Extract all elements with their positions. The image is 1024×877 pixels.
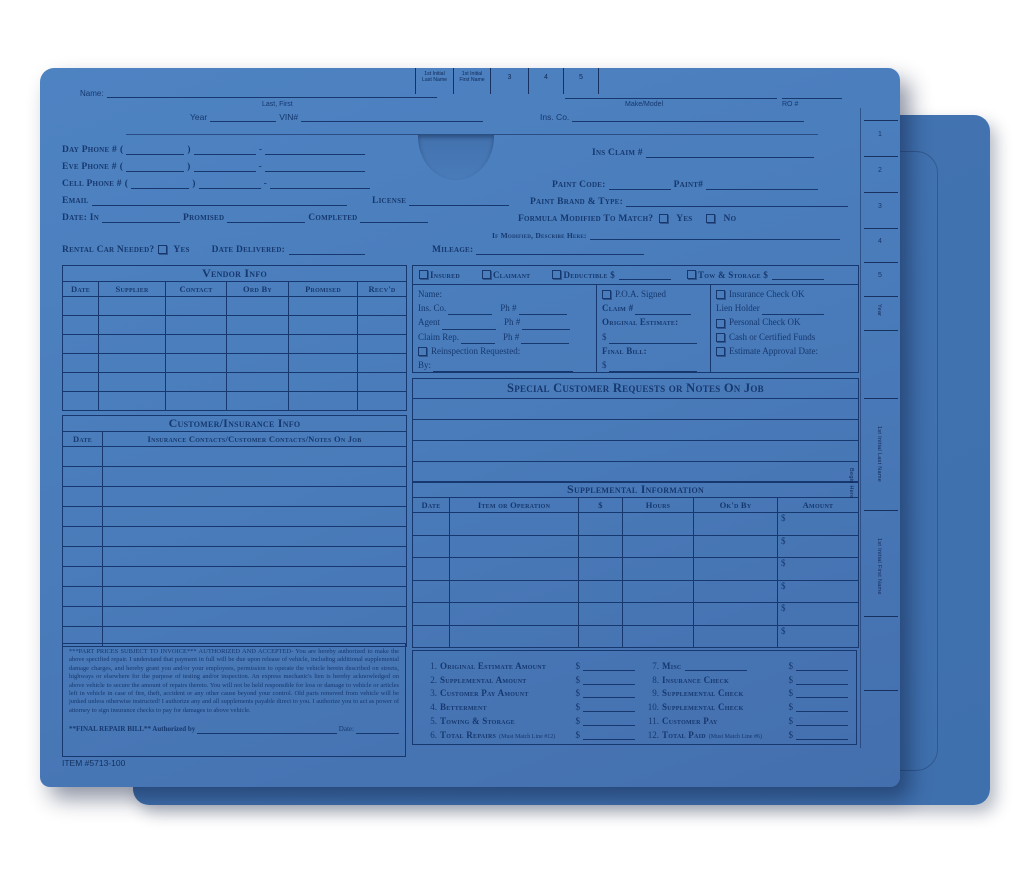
formula-no-label: No xyxy=(723,214,737,224)
total-line-12: Total Paid xyxy=(662,729,706,740)
estimate-approval-checkbox xyxy=(716,347,725,356)
year-blank xyxy=(210,112,276,122)
day-prefix-blank xyxy=(194,145,256,155)
total-line-11: Customer Pay xyxy=(662,715,718,726)
customer-row xyxy=(63,447,406,467)
total-blank xyxy=(583,675,635,685)
poa-label: P.O.A. Signed xyxy=(615,288,667,299)
formula-no-checkbox xyxy=(706,214,715,223)
insurance-panel xyxy=(412,265,859,373)
name-blank xyxy=(107,88,437,98)
legal-paragraph: ***PART PRICES SUBJECT TO INVOICE*** AUTHORIZED AND ACCEPTED- You are hereby authorized to make the above specified repair. I understand that payment in full will be due upon release of vehicle, including additional supplemental damage charges, and hereby grant you and/or your employees, permission to operate the vehicle herein described on streets, highways or elsewhere for the purpose of testing and/or inspection. An express mechanic's lien is hereby acknowledged on above vehicle to secure the amount of repairs thereto. You will not be held responsible for loss or damage to vehicle or articles left in vehicle in case of fire, theft, accident or any other cause beyond your control. Old parts removed from vehicle will be junked unless otherwise instructed! I authorize any and all supplements payable direct to you. I authorize you to act as power of attorney to sign insurance checks to pay for damages to above vehicle. xyxy=(69,648,399,714)
license-blank xyxy=(409,196,509,206)
side-tab-1: 1 xyxy=(878,131,882,138)
cash-certified-label: Cash or Certified Funds xyxy=(729,331,816,342)
customer-row xyxy=(63,567,406,587)
ins-ph1-blank xyxy=(519,305,567,315)
special-requests-title: Special Customer Requests or Notes On Job xyxy=(413,379,858,399)
side-tab-line xyxy=(864,296,898,297)
cell-prefix-blank xyxy=(199,179,261,189)
vendor-row xyxy=(63,316,406,335)
side-tab-line xyxy=(864,690,898,691)
vendor-row xyxy=(63,297,406,316)
ins-claim-blank xyxy=(646,148,814,158)
supplemental-table xyxy=(412,481,859,648)
describe-label: If Modified, Describe Here: xyxy=(492,231,587,240)
ins-co-blank xyxy=(448,305,492,315)
cell-area-blank xyxy=(131,179,189,189)
total-line-1: Original Estimate Amount xyxy=(440,660,547,671)
supplemental-row xyxy=(413,536,858,559)
total-line-5: Towing & Storage xyxy=(440,715,515,726)
paint-brand-blank xyxy=(626,197,848,207)
describe-blank xyxy=(590,232,840,240)
vendor-row xyxy=(63,392,406,410)
total-blank xyxy=(796,702,848,712)
promised-label: Promised xyxy=(183,213,225,223)
special-requests-panel xyxy=(412,378,859,483)
total-line-4: Betterment xyxy=(440,702,487,713)
ins-co-label: Ins. Co. xyxy=(540,112,570,122)
vendor-info-title: Vendor Info xyxy=(63,266,406,282)
special-requests-lines xyxy=(413,399,858,482)
misc-blank xyxy=(685,661,747,671)
side-tab-line xyxy=(864,398,898,399)
eve-phone-label: Eve Phone # xyxy=(62,162,117,172)
begin-here-label: Begin Here xyxy=(848,468,854,499)
vendor-col-recvd: Recv'd xyxy=(368,284,396,294)
supp-col-amount: Amount xyxy=(802,500,834,510)
vendor-col-date: Date xyxy=(63,282,99,296)
deductible-checkbox xyxy=(552,270,561,279)
date-in-blank xyxy=(102,213,180,223)
item-number: ITEM #5713-100 xyxy=(62,758,126,768)
total-blank xyxy=(583,730,635,740)
date-in-label: Date: In xyxy=(62,213,100,223)
make-model-label: Make/Model xyxy=(625,101,664,108)
side-tab-line xyxy=(864,330,898,331)
customer-row xyxy=(63,587,406,607)
eve-prefix-blank xyxy=(194,162,256,172)
total-line-9: Supplemental Check xyxy=(662,688,744,699)
final-bill-blank xyxy=(609,362,697,372)
email-label: Email xyxy=(62,196,89,206)
blank-line xyxy=(413,462,858,482)
top-tab-4: 4 xyxy=(544,74,548,81)
total-line-10: Supplemental Check xyxy=(662,702,744,713)
personal-check-ok-checkbox xyxy=(716,319,725,328)
email-blank xyxy=(92,196,347,206)
claimant-checkbox xyxy=(482,270,491,279)
final-bill-label: Final Bill: xyxy=(602,345,647,356)
formula-yes-checkbox xyxy=(659,214,668,223)
orig-est-dollar: $ xyxy=(602,331,607,342)
amount-dollar-sign: $ xyxy=(781,625,786,636)
supp-col-okd: Ok'd By xyxy=(694,498,778,512)
vendor-col-contact: Contact xyxy=(166,282,227,296)
cell-number-blank xyxy=(270,179,370,189)
side-tab-line xyxy=(864,228,898,229)
total-blank xyxy=(583,716,635,726)
date-delivered-blank xyxy=(289,245,365,255)
side-tab-line xyxy=(864,510,898,511)
ins-ph2-label: Ph # xyxy=(504,317,521,328)
side-tab-line xyxy=(864,120,898,121)
paint-num-label: Paint# xyxy=(673,180,704,190)
ins-ph1-label: Ph # xyxy=(500,303,517,314)
insurance-contact-column xyxy=(413,285,597,372)
ins-claim-label: Ins Claim # xyxy=(592,148,643,158)
vendor-col-promised: Promised xyxy=(289,282,358,296)
blank-line xyxy=(413,441,858,462)
vendor-col-supplier: Supplier xyxy=(99,282,166,296)
ro-blank xyxy=(782,89,842,99)
ins-co-blank xyxy=(572,112,804,122)
rental-label: Rental Car Needed? xyxy=(62,245,155,255)
by-label: By: xyxy=(418,359,432,370)
tow-label: Tow & Storage $ xyxy=(698,270,769,280)
rental-yes-checkbox xyxy=(158,245,167,254)
paint-code-label: Paint Code: xyxy=(552,180,606,190)
claim-rep-label: Claim Rep. xyxy=(418,331,459,342)
customer-row xyxy=(63,607,406,627)
customer-row xyxy=(63,527,406,547)
claim-no-blank xyxy=(635,305,691,315)
customer-row xyxy=(63,507,406,527)
last-first-label: Last, First xyxy=(262,101,293,108)
side-tab-initial-last: 1st Initial Last Name xyxy=(876,426,882,483)
completed-label: Completed xyxy=(308,213,358,223)
claim-no-label: Claim # xyxy=(602,303,634,314)
eve-area-blank xyxy=(126,162,184,172)
ins-ph3-blank xyxy=(521,334,569,344)
ins-co-label: Ins. Co. xyxy=(418,303,447,314)
supplemental-row xyxy=(413,603,858,626)
formula-yes-label: Yes xyxy=(676,214,693,224)
tow-blank xyxy=(772,270,824,280)
paint-num-blank xyxy=(706,180,818,190)
side-tab-year: Year xyxy=(876,304,882,317)
agent-blank xyxy=(442,320,496,330)
ins-name-label: Name: xyxy=(418,288,442,299)
completed-blank xyxy=(360,213,428,223)
paint-code-blank xyxy=(609,180,671,190)
supp-col-dollar: $ xyxy=(579,498,623,512)
side-tab-5: 5 xyxy=(878,272,882,279)
front-folder: 1st Initial Last Name 1st Initial First Name 3 4 5 Name: Last, First Make/Model RO # Year VIN# Ins. Co. Day Phone # ( ) - Eve Phone # ( ) - Cell Phone # ( ) - Email License Date: In Promised Completed Ins Claim # Paint Code: Paint# Paint Brand & Type: Formula Modified To Match? Yes No If Modified, Describe Here: Rental Car Needed? Yes Date Delivered: Mileage: Vendor Info Date Supplier Contact Ord By Promised Recv'd Customer/Insurance Info Date Insurance Contacts/Customer Contacts/Notes On Job ***PART PRICES SUBJECT TO INVOICE*** AUTHORIZED AND ACCEPTED- You are hereby authorized to make the above specified repair. I understand that payment in full will be due upon release of vehicle, including additional supplemental damage charges, and hereby grant you and/or your employees, permission to operate the vehicle herein described on streets, highways or elsewhere for the purpose of testing and/or inspection. An express mechanic's lien is hereby acknowledged on above vehicle to secure the amount of repairs thereto. You will not be held responsible for loss or damage to vehicle or articles left in vehicle in case of fire, theft, accident or any other cause beyond your control. Old parts removed from vehicle will be junked unless otherwise instructed! I authorize any and all supplements payable direct to you. I authorize you to act as power of attorney to sign insurance checks to pay for damages to above vehicle. **FINAL REPAIR BILL** Authorized by Date: ITEM #5713-100 Insured Claimant Deductible $ Tow & Storage $ Name: Ins. Co. Ph # Agent Ph # Claim Rep. Ph # Reinspection Requested: By: P.O.A. Signed Claim # Original Estimate: $ Final Bill: $ Insurance Check OK Lien Holder Personal Check OK Cash or Certified Funds Estimate Approval Date: Special Customer Requests or Notes On Job Supplemental Information Date Item or Operation $ Hours Ok'd By Amount $ $ $ $ $ $ 1. Original Estimate Amount $ 2. Supplemental Amount $ 3. Customer Pay Amount $ 4. Betterment $ 5. Towing & Storage $ 6. Total Repairs (Must Match Line #12) $ 7. Misc $ 8. Insurance Check $ 9. Supplemental Check $ 10. Supplemental Check $ 11. Customer Pay $ 12. Total Paid (Must Match Line #6) $ 1 2 3 4 5 Year 1st Initial Last Name Begin Here 1st Initial First Name xyxy=(40,68,900,787)
total-blank xyxy=(796,730,848,740)
rental-yes-label: Yes xyxy=(173,245,190,255)
blank-line xyxy=(413,399,858,420)
by-blank xyxy=(433,362,573,372)
mileage-blank xyxy=(476,245,644,255)
supp-col-hours: Hours xyxy=(623,498,694,512)
lien-holder-blank xyxy=(762,305,824,315)
ro-label: RO # xyxy=(782,101,799,108)
day-area-blank xyxy=(126,145,184,155)
paint-brand-label: Paint Brand & Type: xyxy=(530,197,623,207)
side-tab-2: 2 xyxy=(878,167,882,174)
formula-label: Formula Modified To Match? xyxy=(518,214,654,224)
insurance-estimate-column xyxy=(597,285,711,372)
vendor-row xyxy=(63,354,406,373)
customer-col-contacts: Insurance Contacts/Customer Contacts/Notes On Job xyxy=(147,434,362,444)
amount-dollar-sign: $ xyxy=(781,580,786,591)
tow-checkbox xyxy=(687,270,696,279)
side-tab-line xyxy=(864,156,898,157)
totals-left-column: 1. Original Estimate Amount $ 2. Supplemental Amount $ 3. Customer Pay Amount $ 4. Betterment $ 5. Towing & Storage $ 6. Total Repairs (Must Match Line #12) $ xyxy=(423,657,635,744)
side-tab-4: 4 xyxy=(878,238,882,245)
insurance-payment-column xyxy=(711,285,858,372)
day-phone-label: Day Phone # xyxy=(62,145,117,155)
day-number-blank xyxy=(265,145,365,155)
agent-label: Agent xyxy=(418,317,440,328)
promised-blank xyxy=(227,213,305,223)
vendor-info-table xyxy=(62,265,407,411)
deductible-blank xyxy=(619,270,671,280)
vin-blank xyxy=(301,112,483,122)
amount-dollar-sign: $ xyxy=(781,558,786,568)
top-tab-5: 5 xyxy=(579,74,583,81)
name-label: Name: xyxy=(80,89,104,98)
total-line-8: Insurance Check xyxy=(662,674,730,685)
poa-checkbox xyxy=(602,290,611,299)
ins-ph3-label: Ph # xyxy=(503,331,520,342)
blank-line xyxy=(413,420,858,441)
claim-rep-blank xyxy=(461,334,495,344)
vin-label: VIN# xyxy=(279,112,299,122)
supp-col-item: Item or Operation xyxy=(450,498,579,512)
ins-ph2-blank xyxy=(522,320,570,330)
top-tab-3: 3 xyxy=(507,74,512,81)
side-strip-divider xyxy=(860,108,861,748)
personal-check-ok-label: Personal Check OK xyxy=(729,317,801,328)
supplemental-title: Supplemental Information xyxy=(413,482,858,498)
customer-info-table xyxy=(62,415,407,647)
make-model-blank xyxy=(565,89,777,99)
customer-row xyxy=(63,487,406,507)
orig-est-blank xyxy=(609,334,697,344)
total-line-7: Misc xyxy=(662,660,682,671)
insured-label: Insured xyxy=(430,270,460,280)
final-bill-dollar: $ xyxy=(602,359,607,370)
legal-box xyxy=(62,643,406,757)
cash-certified-checkbox xyxy=(716,333,725,342)
license-label: License xyxy=(372,196,407,206)
date-delivered-label: Date Delivered: xyxy=(211,245,286,255)
side-tab-line xyxy=(864,192,898,193)
customer-row xyxy=(63,467,406,487)
customer-info-title: Customer/Insurance Info xyxy=(63,416,406,432)
totals-panel xyxy=(412,650,857,745)
deductible-label: Deductible $ xyxy=(563,270,616,280)
total-line-2: Supplemental Amount xyxy=(440,674,527,685)
amount-dollar-sign: $ xyxy=(781,603,786,613)
total-blank xyxy=(583,688,635,698)
cell-phone-label: Cell Phone # xyxy=(62,179,122,189)
amount-dollar-sign: $ xyxy=(781,535,786,546)
total-blank xyxy=(583,702,635,712)
reinspection-checkbox xyxy=(418,347,427,356)
customer-row xyxy=(63,547,406,567)
insurance-check-ok-label: Insurance Check OK xyxy=(729,288,805,299)
supplemental-row xyxy=(413,513,858,536)
side-tab-line xyxy=(864,262,898,263)
thumb-notch xyxy=(418,134,494,180)
total-line-6: Total Repairs xyxy=(440,729,497,740)
vendor-row xyxy=(63,335,406,354)
total-blank xyxy=(583,661,635,671)
top-tab-initial-first: 1st Initial First Name xyxy=(459,71,485,83)
orig-est-label: Original Estimate: xyxy=(602,317,679,328)
supplemental-row xyxy=(413,581,858,604)
supp-col-date: Date xyxy=(413,498,450,512)
insurance-check-ok-checkbox xyxy=(716,290,725,299)
eve-number-blank xyxy=(265,162,365,172)
side-tab-line xyxy=(864,616,898,617)
authorized-by-blank xyxy=(197,727,337,734)
final-repair-bill-label: **FINAL REPAIR BILL** Authorized by xyxy=(69,724,196,733)
side-tab-initial-first: 1st Initial First Name xyxy=(876,538,882,595)
total-blank xyxy=(796,688,848,698)
insured-checkbox xyxy=(419,270,428,279)
customer-col-date: Date xyxy=(63,432,103,446)
total-blank xyxy=(796,675,848,685)
estimate-approval-label: Estimate Approval Date: xyxy=(729,345,818,356)
amount-dollar-sign: $ xyxy=(781,513,786,523)
side-tab-3: 3 xyxy=(878,203,882,210)
year-label: Year xyxy=(190,112,208,122)
supplemental-row xyxy=(413,626,858,648)
totals-right-column: 7. Misc $ 8. Insurance Check $ 9. Supplemental Check $ 10. Supplemental Check $ 11. Customer Pay $ 12. Total Paid (Must Match Line #6) $ xyxy=(645,657,848,744)
reinspection-label: Reinspection Requested: xyxy=(431,345,521,356)
lien-holder-label: Lien Holder xyxy=(716,303,760,314)
supplemental-row xyxy=(413,558,858,581)
mileage-label: Mileage: xyxy=(432,245,474,255)
total-blank xyxy=(796,661,848,671)
vendor-row xyxy=(63,373,406,392)
total-blank xyxy=(796,716,848,726)
top-tab-initial-last: 1st Initial Last Name xyxy=(421,71,448,83)
claimant-label: Claimant xyxy=(492,270,531,280)
legal-date-blank xyxy=(356,727,399,734)
legal-date-label: Date: xyxy=(338,724,354,733)
vendor-col-ordby: Ord By xyxy=(227,282,289,296)
total-line-3: Customer Pay Amount xyxy=(440,688,529,699)
